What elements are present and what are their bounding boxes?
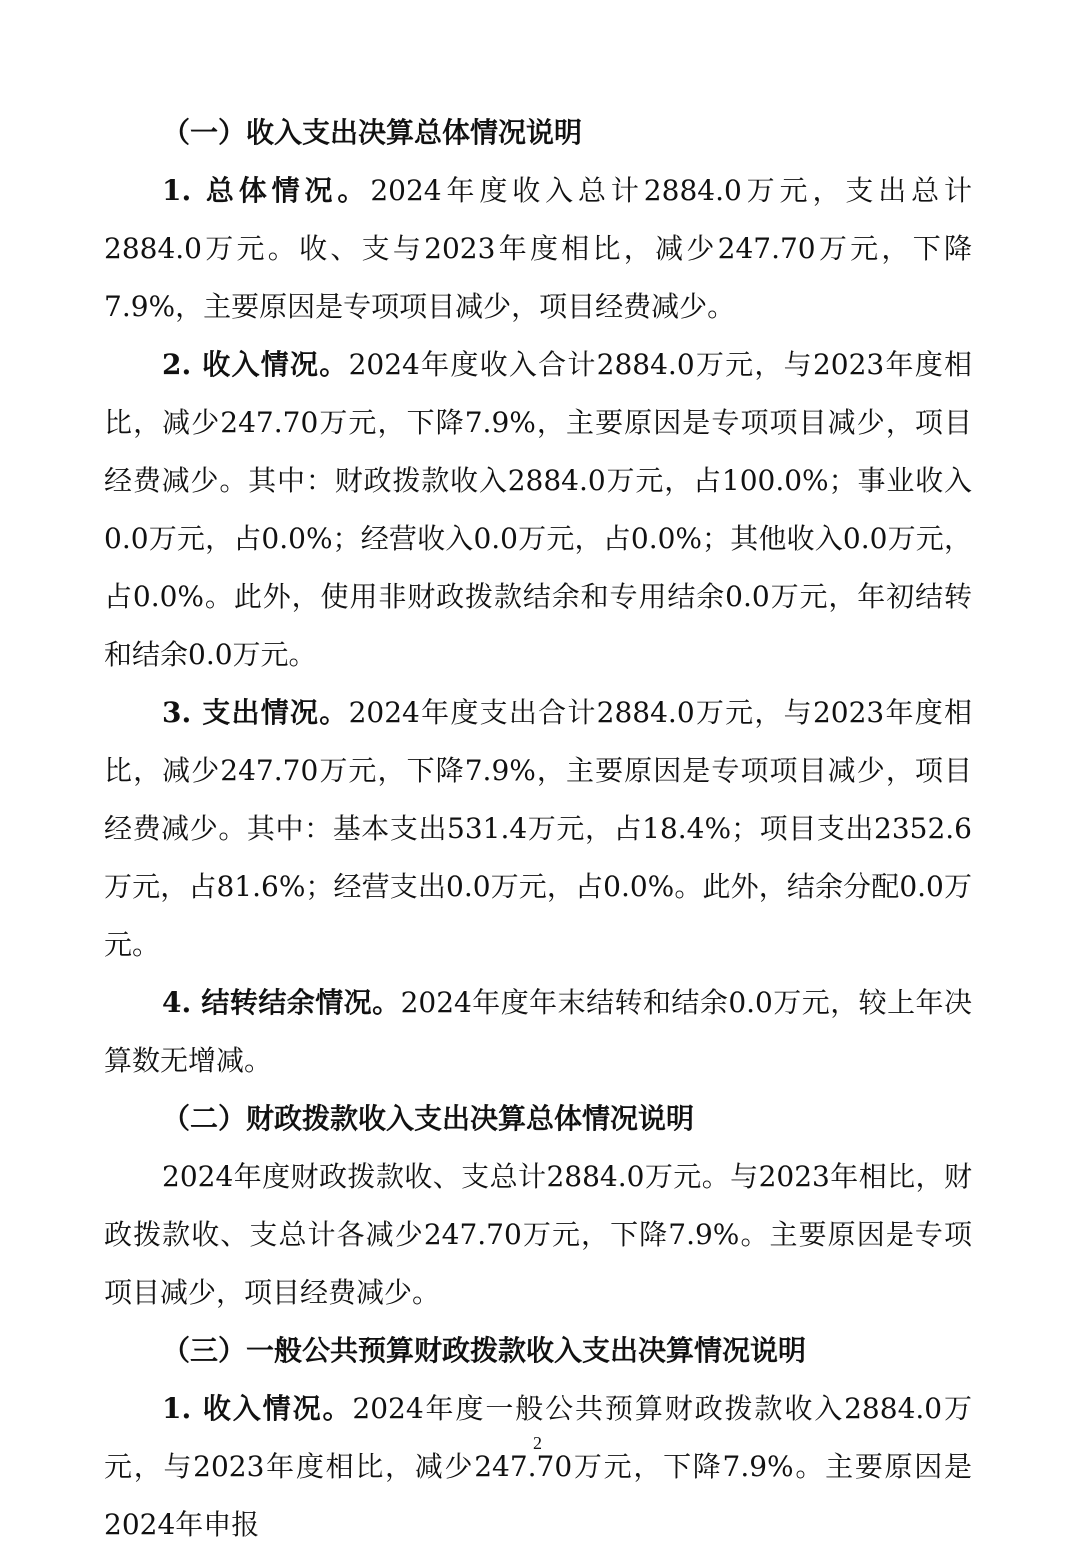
paragraph-expenditure [104, 684, 972, 974]
paragraph-lead: 1. 收入情况。 [162, 1392, 353, 1425]
page-number: 2 [533, 1433, 542, 1453]
paragraph-lead: 1. 总体情况。 [162, 174, 371, 207]
paragraph-carryover [104, 974, 972, 1090]
paragraph-lead: 4. 结转结余情况。 [162, 986, 401, 1019]
paragraph-text: 2024年度一般公共预算财政拨款收入2884.0万元，与2023年度相比，减少247.70万元，下降7.9%。主要原因是2024年申报 [104, 1392, 972, 1541]
section-heading-1: （一）收入支出决算总体情况说明 [162, 116, 583, 149]
paragraph-text: 2024年度支出合计2884.0万元，与2023年度相比，减少247.70万元，下降7.9%，主要原因是专项项目减少，项目经费减少。其中：基本支出531.4万元，占18.4%；项目支出2352.6万元，占81.6%；经营支出0.0万元，占0.0%。此外，结余分配0.0万元。 [104, 696, 972, 961]
paragraph-lead: 2. 收入情况。 [162, 348, 349, 381]
paragraph-text: 2024年度财政拨款收、支总计2884.0万元。与2023年相比，财政拨款收、支总计各减少247.70万元，下降7.9%。主要原因是专项项目减少，项目经费减少。 [104, 1160, 972, 1309]
section-heading-2: （二）财政拨款收入支出决算总体情况说明 [162, 1102, 695, 1135]
paragraph-general-budget-income [104, 1380, 972, 1554]
section-heading-3: （三）一般公共预算财政拨款收入支出决算情况说明 [162, 1334, 807, 1367]
paragraph-overall [104, 162, 972, 336]
paragraph-text: 2024年度年末结转和结余0.0万元，较上年决算数无增减。 [104, 986, 972, 1077]
paragraph-income [104, 336, 972, 684]
paragraph-text: 2024年度收入合计2884.0万元，与2023年度相比，减少247.70万元，下降7.9%，主要原因是专项项目减少，项目经费减少。其中：财政拨款收入2884.0万元，占100.0%；事业收入0.0万元，占0.0%；经营收入0.0万元，占0.0%；其他收入0.0万元，占0.0%。此外，使用非财政拨款结余和专用结余0.0万元，年初结转和结余0.0万元。 [104, 348, 972, 671]
paragraph-fiscal-total [104, 1148, 972, 1322]
document-body [104, 104, 972, 1554]
paragraph-lead: 3. 支出情况。 [162, 696, 349, 729]
paragraph-text: 2024年度收入总计2884.0万元，支出总计2884.0万元。收、支与2023年度相比，减少247.70万元，下降7.9%，主要原因是专项项目减少，项目经费减少。 [104, 174, 973, 323]
